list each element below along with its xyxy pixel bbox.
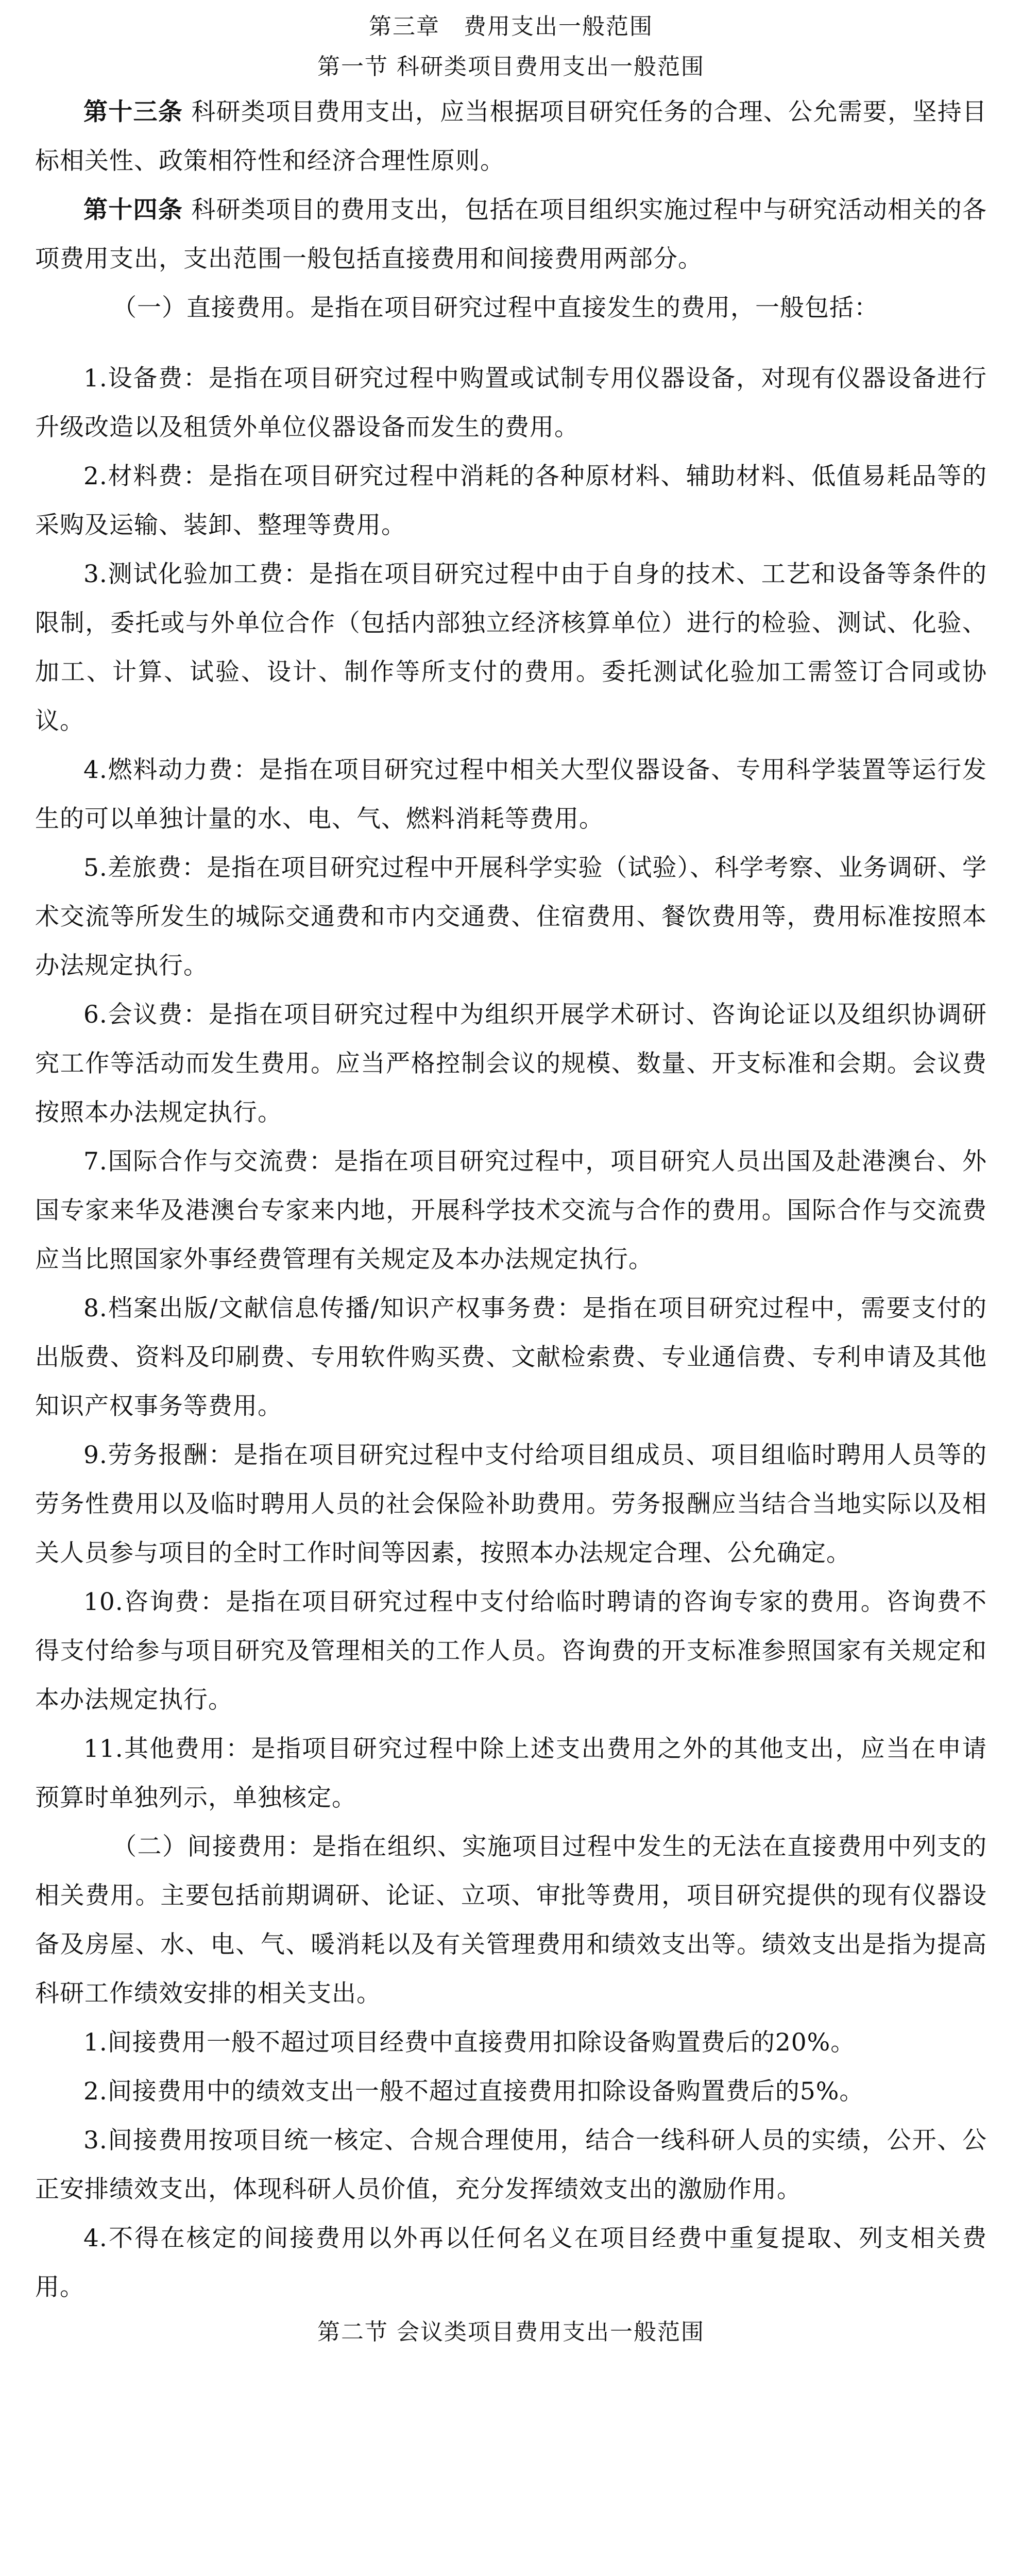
paragraph-travel-fee: 5.差旅费：是指在项目研究过程中开展科学实验（试验）、科学考察、业务调研、学术交流等所发生的城际交通费和市内交通费、住宿费用、餐饮费用等，费用标准按照本办法规定执行。	[35, 854, 987, 980]
paragraph-equipment-fee: 1.设备费：是指在项目研究过程中购置或试制专用仪器设备，对现有仪器设备进行升级改造以及租赁外单位仪器设备而发生的费用。	[35, 364, 987, 442]
article-number: 第十三条	[83, 98, 183, 126]
paragraph-publication-fee: 8.档案出版/文献信息传播/知识产权事务费：是指在项目研究过程中，需要支付的出版费、资料及印刷费、专用软件购买费、文献检索费、专业通信费、专利申请及其他知识产权事务等费用。	[35, 1294, 987, 1420]
section-title-research: 第一节 科研类项目费用支出一般范围	[317, 54, 705, 80]
paragraph-direct-costs: （一）直接费用。是指在项目研究过程中直接发生的费用，一般包括：	[112, 294, 879, 322]
paragraph-consulting-fee: 10.咨询费：是指在项目研究过程中支付给临时聘请的咨询专家的费用。咨询费不得支付给参与项目研究及管理相关的工作人员。咨询费的开支标准参照国家有关规定和本办法规定执行。	[35, 1588, 987, 1714]
paragraph-material-fee: 2.材料费：是指在项目研究过程中消耗的各种原材料、辅助材料、低值易耗品等的采购及运输、装卸、整理等费用。	[35, 462, 987, 539]
chapter-title: 第三章 费用支出一般范围	[369, 13, 653, 40]
paragraph-indirect-rule-1: 1.间接费用一般不超过项目经费中直接费用扣除设备购置费后的20%。	[83, 2028, 856, 2057]
paragraph-other-fee: 11.其他费用：是指项目研究过程中除上述支出费用之外的其他支出，应当在申请预算时单独列示，单独核定。	[35, 1735, 987, 1812]
paragraph-indirect-rule-2: 2.间接费用中的绩效支出一般不超过直接费用扣除设备购置费后的5%。	[83, 2077, 864, 2106]
article-number: 第十四条	[83, 196, 183, 224]
paragraph-text: 科研类项目费用支出，应当根据项目研究任务的合理、公允需要，坚持目标相关性、政策相符性和经济合理性原则。	[35, 98, 987, 175]
paragraph-article-13	[35, 88, 987, 185]
paragraph-indirect-costs: （二）间接费用：是指在组织、实施项目过程中发生的无法在直接费用中列支的相关费用。主要包括前期调研、论证、立项、审批等费用，项目研究提供的现有仪器设备及房屋、水、电、气、暖消耗以及有关管理费用和绩效支出等。绩效支出是指为提高科研工作绩效安排的相关支出。	[35, 1833, 987, 2008]
paragraph-text: 科研类项目的费用支出，包括在项目组织实施过程中与研究活动相关的各项费用支出，支出范围一般包括直接费用和间接费用两部分。	[35, 196, 987, 273]
paragraph-international-fee: 7.国际合作与交流费：是指在项目研究过程中，项目研究人员出国及赴港澳台、外国专家来华及港澳台专家来内地，开展科学技术交流与合作的费用。国际合作与交流费应当比照国家外事经费管理有关规定及本办法规定执行。	[35, 1147, 987, 1274]
paragraph-testing-fee: 3.测试化验加工费：是指在项目研究过程中由于自身的技术、工艺和设备等条件的限制，委托或与外单位合作（包括内部独立经济核算单位）进行的检验、测试、化验、加工、计算、试验、设计、制作等所支付的费用。委托测试化验加工需签订合同或协议。	[35, 560, 987, 735]
paragraph-fuel-power-fee: 4.燃料动力费：是指在项目研究过程中相关大型仪器设备、专用科学装置等运行发生的可以单独计量的水、电、气、燃料消耗等费用。	[35, 756, 987, 833]
paragraph-indirect-rule-4: 4.不得在核定的间接费用以外再以任何名义在项目经费中重复提取、列支相关费用。	[35, 2224, 987, 2301]
paragraph-indirect-rule-3: 3.间接费用按项目统一核定、合规合理使用，结合一线科研人员的实绩，公开、公正安排绩效支出，体现科研人员价值，充分发挥绩效支出的激励作用。	[35, 2126, 987, 2204]
paragraph-meeting-fee: 6.会议费：是指在项目研究过程中为组织开展学术研讨、咨询论证以及组织协调研究工作等活动而发生费用。应当严格控制会议的规模、数量、开支标准和会期。会议费按照本办法规定执行。	[35, 1001, 987, 1127]
paragraph-labor-fee: 9.劳务报酬：是指在项目研究过程中支付给项目组成员、项目组临时聘用人员等的劳务性费用以及临时聘用人员的社会保险补助费用。劳务报酬应当结合当地实际以及相关人员参与项目的全时工作时间等因素，按照本办法规定合理、公允确定。	[35, 1441, 987, 1567]
paragraph-article-14	[35, 185, 987, 283]
section-title-meeting: 第二节 会议类项目费用支出一般范围	[317, 2319, 705, 2345]
